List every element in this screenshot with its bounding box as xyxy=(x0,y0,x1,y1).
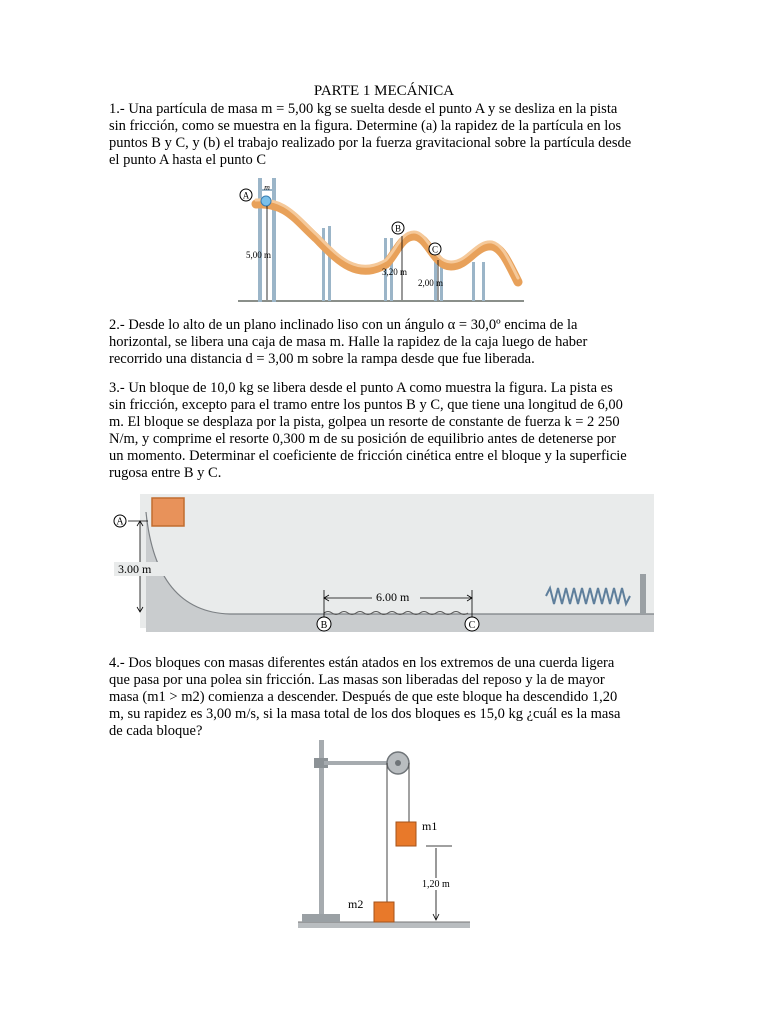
problem-3-line-5: un momento. Determinar el coeficiente de fricción cinética entre el bloque y la superficie xyxy=(109,448,627,464)
m1-label: m1 xyxy=(422,819,438,833)
particle xyxy=(261,196,271,206)
problem-3-line-1: 3.- Un bloque de 10,0 kg se libera desde el punto A como muestra la figura. La pista es xyxy=(109,380,613,396)
stand-base xyxy=(302,914,340,922)
floor xyxy=(298,922,470,928)
page-title: PARTE 1 MECÁNICA xyxy=(313,83,455,99)
mass-label: m xyxy=(264,183,270,192)
tower-post-left xyxy=(258,178,262,302)
problem-1-line-3: puntos B y C, y (b) el trabajo realizado por la fuerza gravitacional sobre la partícula desde xyxy=(109,135,632,151)
distance-label: 1,20 m xyxy=(422,879,450,890)
problem-2-line-1: 2.- Desde lo alto de un plano inclinado liso con un ángulo α = 30,0º encima de la xyxy=(109,317,578,333)
problem-2-line-2: horizontal, se libera una caja de masa m. Halle la rapidez de la caja luego de haber xyxy=(109,334,588,350)
problem-1-line-1: 1.- Una partícula de masa m = 5,00 kg se suelta desde el punto A y se desliza en la pista xyxy=(109,101,618,117)
problem-1-line-4: el punto A hasta el punto C xyxy=(109,152,267,168)
problem-1-line-2: sin fricción, como se muestra en la figura. Determine (a) la rapidez de la partícula en los xyxy=(109,118,622,134)
height-label: 3.00 m xyxy=(118,562,152,576)
spring-track-figure xyxy=(110,494,654,638)
roller-coaster-figure xyxy=(236,170,526,312)
height-c-label: 2,00 m xyxy=(418,278,444,288)
point-c-label: C xyxy=(431,244,439,255)
problem-4-line-5: de cada bloque? xyxy=(109,723,203,739)
problem-1-text xyxy=(109,101,659,169)
wall xyxy=(640,574,646,614)
point-a-label: A xyxy=(116,516,124,528)
problem-4-text xyxy=(109,655,659,740)
point-b-label: B xyxy=(320,620,328,631)
problem-3-line-3: m. El bloque se desplaza por la pista, golpea un resorte de constante de fuerza k = 2 250 xyxy=(109,414,620,430)
height-a-label: 5,00 m xyxy=(246,250,272,260)
point-a-label: A xyxy=(242,190,250,201)
tower-post-right xyxy=(272,178,276,302)
block-m2 xyxy=(374,902,394,922)
problem-4-line-3: masa (m1 > m2) comienza a descender. Después de que este bloque ha descendido 1,20 xyxy=(109,689,618,705)
problem-2-text xyxy=(109,317,659,368)
block-m1 xyxy=(396,822,416,846)
point-c-label: C xyxy=(468,620,476,631)
problem-4-line-4: m, su rapidez es 3,00 m/s, si la masa total de los dos bloques es 15,0 kg ¿cuál es la masa xyxy=(109,706,621,722)
problem-3-line-6: rugosa entre B y C. xyxy=(109,465,222,481)
height-b-label: 3,20 m xyxy=(382,267,408,277)
point-b-label: B xyxy=(394,223,402,234)
m2-label: m2 xyxy=(348,897,364,911)
problem-3-line-2: sin fricción, excepto para el tramo entre los puntos B y C, que tiene una longitud de 6,00 xyxy=(109,397,623,413)
block xyxy=(152,498,184,526)
pulley-figure xyxy=(298,738,470,932)
problem-3-text xyxy=(109,380,659,482)
problem-3-line-4: N/m, y comprime el resorte 0,300 m de su posición de equilibrio antes de detenerse por xyxy=(109,431,616,447)
length-label: 6.00 m xyxy=(376,590,410,604)
problem-2-line-3: recorrido una distancia d = 3,00 m sobre la rampa desde que fue liberada. xyxy=(109,351,535,367)
problem-4-line-2: que pasa por una polea sin fricción. Las masas son liberadas del reposo y la de mayor xyxy=(109,672,605,688)
problem-4-line-1: 4.- Dos bloques con masas diferentes están atados en los extremos de una cuerda ligera xyxy=(109,655,615,671)
